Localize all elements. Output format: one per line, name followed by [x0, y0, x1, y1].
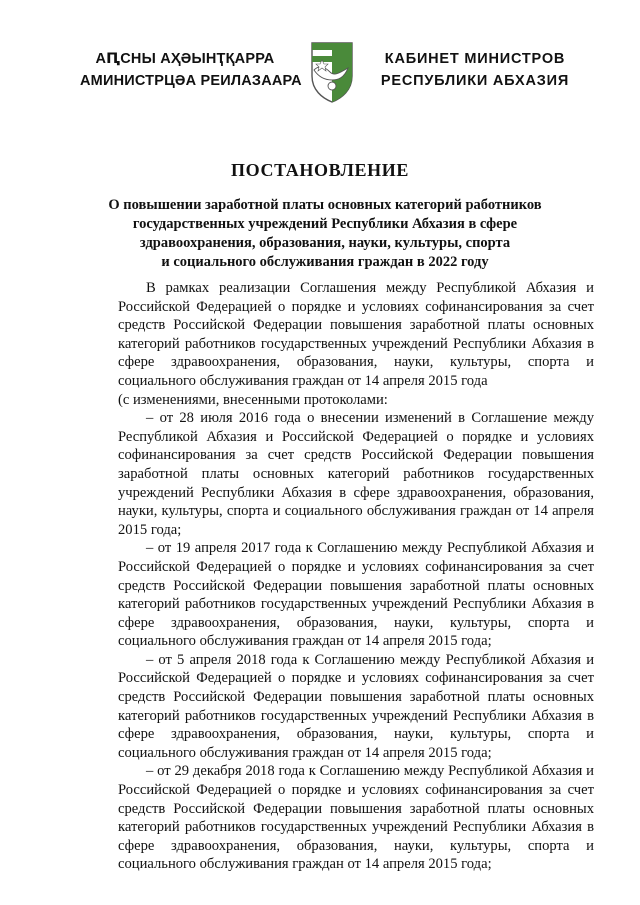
body-paragraph: – от 5 апреля 2018 года к Соглашению между Республикой Абхазия и Российской Федерацией о порядке и условиях софинансирования за счет средств Российской Федерации повышения заработной платы основных категорий работников государственных учреждений Республики Абхазия в сфере здравоохранения, образования, науки, культуры, спорта и социального обслуживания граждан от 14 апреля 2015 года;	[118, 651, 594, 761]
body-paragraph: – от 19 апреля 2017 года к Соглашению между Республикой Абхазия и Российской Федерацией о порядке и условиях софинансирования за счет средств Российской Федерации повышения заработной платы основных категорий работников государственных учреждений Республики Абхазия в сфере здравоохранения, образования, науки, культуры, спорта и социального обслуживания граждан от 14 апреля 2015 года;	[118, 540, 594, 650]
subject-line: и социального обслуживания граждан в 2022 году	[161, 254, 489, 270]
letterhead	[0, 40, 640, 110]
subject-line: здравоохранения, образования, науки, культуры, спорта	[139, 235, 511, 251]
body-paragraph: – от 28 июля 2016 года о внесении изменений в Соглашение между Республикой Абхазия и Российской Федерацией о порядке и условиях софинансирования за счет средств Российской Федерации повышения заработной платы основных категорий работников государственных учреждений Республики Абхазия в сфере здравоохранения, образования, науки, культуры, спорта и социального обслуживания граждан от 14 апреля 2015 года;	[118, 410, 594, 538]
body-paragraph: В рамках реализации Соглашения между Республикой Абхазия и Российской Федерацией о порядке и условиях софинансирования за счет средств Российской Федерации повышения заработной платы основных категорий работников государственных учреждений Республики Абхазия в сфере здравоохранения, образования, науки, культуры, спорта и социального обслуживания граждан от 14 апреля 2015 года	[118, 280, 594, 389]
document-subject	[90, 196, 560, 272]
letterhead-russian-line2: РЕСПУБЛИКИ АБХАЗИЯ	[380, 73, 570, 89]
letterhead-abkhaz-line2: АМИНИСТРЦӘА РЕИЛАЗААРА	[80, 73, 302, 89]
letterhead-abkhaz	[80, 48, 302, 92]
letterhead-abkhaz-line1: АԤСНЫ АҲӘЫНҬҚАРРА	[95, 51, 275, 67]
body-paragraph: (с изменениями, внесенными протоколами:	[118, 391, 388, 408]
letterhead-russian-line1: КАБИНЕТ МИНИСТРОВ	[384, 51, 566, 67]
subject-line: государственных учреждений Республики Абхазия в сфере	[132, 216, 518, 232]
body-paragraph: – от 29 декабря 2018 года к Соглашению между Республикой Абхазия и Российской Федерацией о порядке и условиях софинансирования за счет средств Российской Федерации повышения заработной платы основных категорий работников государственных учреждений Республики Абхазия в сфере здравоохранения, образования, науки, культуры, спорта и социального обслуживания граждан от 14 апреля 2015 года;	[118, 763, 594, 873]
document-body	[118, 279, 594, 874]
subject-line: О повышении заработной платы основных категорий работников	[108, 197, 542, 213]
coat-of-arms-icon	[308, 40, 356, 104]
letterhead-russian	[380, 48, 570, 92]
document-title: ПОСТАНОВЛЕНИЕ	[231, 160, 409, 180]
